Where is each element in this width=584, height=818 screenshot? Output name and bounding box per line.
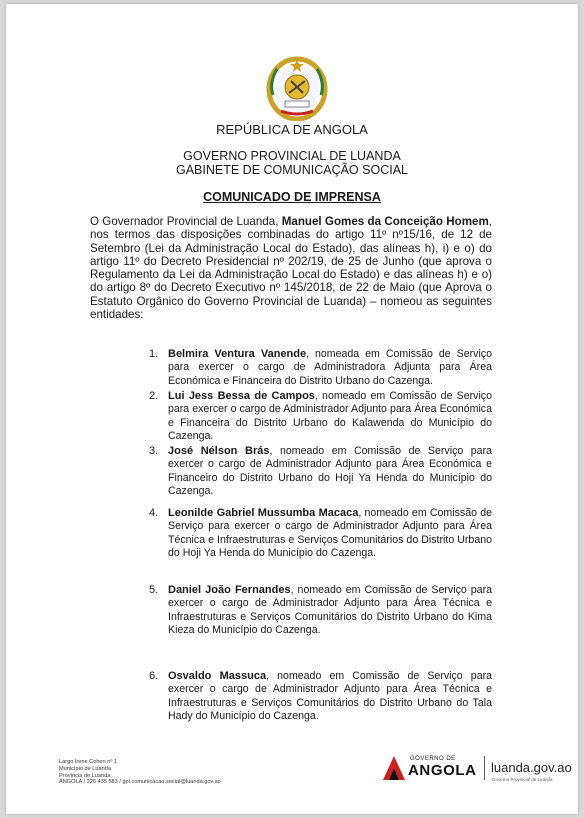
- list-item: [149, 670, 493, 724]
- appointee-name: Lui Jess Bessa de Campos: [168, 390, 315, 402]
- governor-name: Manuel Gomes da Conceição Homem: [281, 215, 489, 228]
- list-item: [149, 445, 492, 499]
- appointment-text: , nomeado em Comissão de Serviço para exercer o cargo de Administrador Adjunto para Área Económica e Financeiro do Distrito Urbano do Hoji Ya Henda do Município do Cazenga.: [168, 445, 492, 498]
- appointee-name: Osvaldo Massuca: [168, 670, 267, 682]
- item-number: 5.: [149, 584, 159, 596]
- item-number: 1.: [149, 348, 159, 360]
- footer-address: [59, 759, 259, 786]
- appointment-text: , nomeado em Comissão de Serviço para exercer o cargo de Administrador Adjunto para Área Técnica e Infraestruturas e Serviços Comunitários do Distrito Urbano do Hoji Ya Henda do Município do Cazenga.: [168, 507, 492, 560]
- republic-heading: REPÚBLICA DE ANGOLA: [216, 122, 368, 137]
- item-number: 2.: [149, 390, 159, 402]
- list-item: [149, 507, 492, 561]
- address-line: Província de Luanda: [59, 772, 111, 779]
- list-item: [149, 584, 492, 638]
- appointee-name: Daniel João Fernandes: [168, 584, 291, 596]
- appointee-name: José Nélson Brás: [168, 445, 270, 457]
- website-label: luanda.gov.ao: [491, 760, 572, 775]
- address-line: ANGOLA / 226 435 583 / gpl.comunicacao.social@luanda.gov.ao: [59, 779, 221, 786]
- logo-governo-de: GOVERNO DE: [410, 756, 456, 762]
- appointment-text: , nomeado em Comissão de Serviço para exercer o cargo de Administrador Adjunto para Área Técnica e Infraestruturas e Serviços Comunitários do Distrito Urbano do Tala Hady do Município do Cazenga.: [168, 670, 493, 723]
- footer-divider: [484, 756, 485, 780]
- document-title: COMUNICADO DE IMPRENSA: [203, 190, 381, 204]
- governo-angola-logo-icon: [383, 756, 405, 780]
- office-heading: GABINETE DE COMUNICAÇÃO SOCIAL: [176, 163, 408, 177]
- list-item: [149, 348, 492, 388]
- appointee-name: Belmira Ventura Vanende: [168, 348, 307, 360]
- logo-angola: ANGOLA: [408, 762, 477, 779]
- item-number: 4.: [149, 507, 159, 519]
- item-number: 6.: [149, 670, 159, 682]
- intro-paragraph: [90, 215, 492, 321]
- appointment-text: , nomeado em Comissão de Serviço para exercer o cargo de Administrador Adjunto para Área Económica e Financeira do Distrito Urbano do Kalawenda do Município do Cazenga.: [168, 390, 492, 443]
- appointment-text: , nomeada em Comissão de Serviço para exercer o cargo de Administradora Adjunta para Área Económica e Financeira do Distrito Urbano do Cazenga.: [168, 348, 492, 387]
- address-line: Município de Luanda: [59, 765, 111, 772]
- appointment-text: , nomeado em Comissão de Serviço para exercer o cargo de Administrador Adjunto para Área Técnica e Infraestruturas e Serviços Comunitários do Distrito Urbano do Kima Kieza do Município do Cazenga.: [168, 584, 492, 637]
- appointee-name: Leonilde Gabriel Mussumba Macaca: [168, 507, 359, 519]
- item-number: 3.: [149, 445, 159, 457]
- intro-body: , nos termos das disposições combinadas do artigo 11º nº15/16, de 12 de Setembro (Lei da Administração Local do Estado), das alíneas h), i) e o) do artigo 11º do Decreto Presidencial nº 202/19, de 25 de Junho (que aprova o Regulamento da Lei da Administração Local do Estado) e das alíneas h) e o) do artigo 8º do Decreto Executivo nº 145/2018, de 22 de Maio (que Aprova o Estatuto Orgânico do Governo Provincial de Luanda) – nomeou as seguintes entidades:: [90, 215, 492, 322]
- government-heading: GOVERNO PROVINCIAL DE LUANDA: [183, 149, 401, 163]
- list-item: [149, 390, 492, 444]
- address-line: Largo Irene Cohen nº 1: [59, 759, 118, 765]
- intro-lead: O Governador Provincial de Luanda,: [90, 215, 282, 228]
- document-page: [6, 4, 578, 814]
- angola-coat-of-arms-emblem: [265, 55, 329, 121]
- website-subtitle: Governo Provincial de Luanda: [492, 777, 553, 782]
